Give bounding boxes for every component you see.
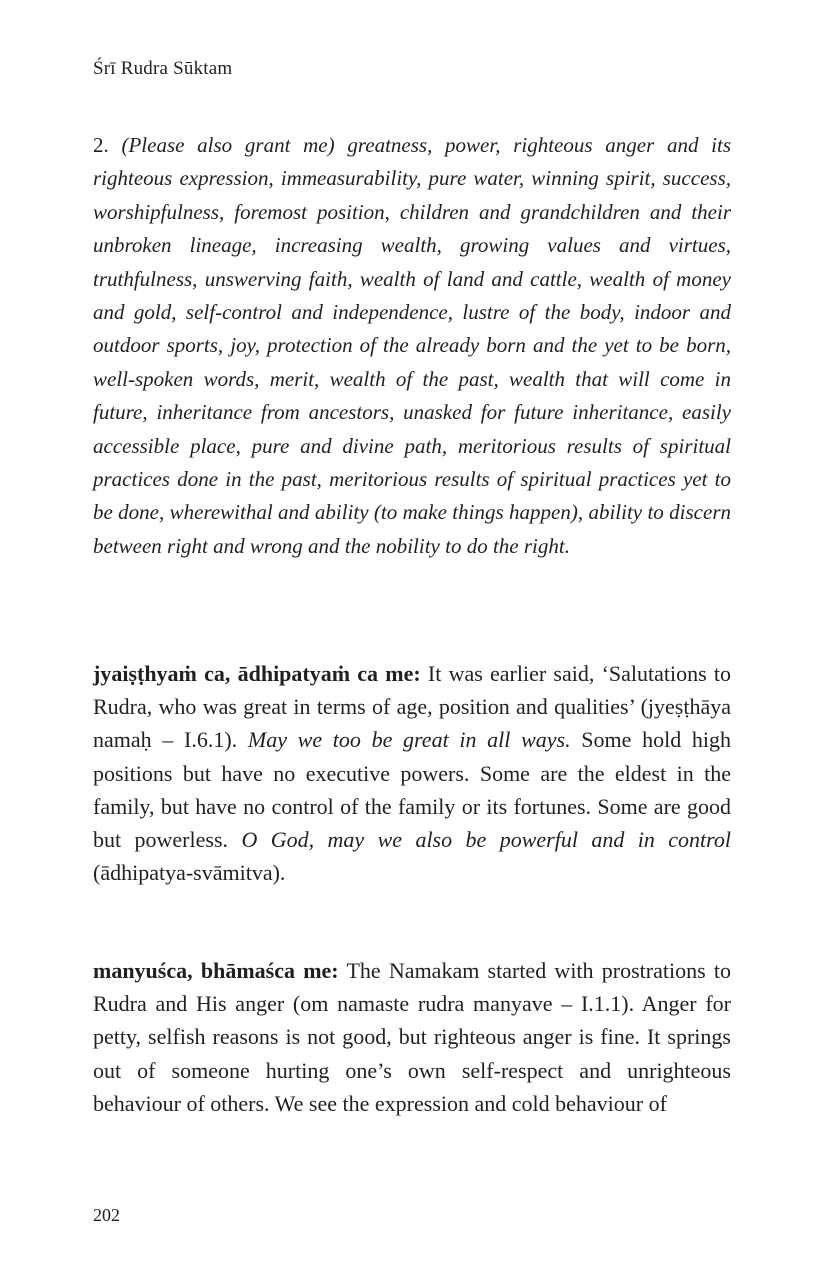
- verse-text: greatness, power, righteous anger and its righteous expression, immeasurability, pure water, winning spirit, success, worshipfulness, foremost position, children and grandchildren and their unbroken lineage, increasing wealth, growing values and virtues, truthfulness, unswerving faith, wealth of land and cattle, wealth of money and gold, self-control and independence, lustre of the body, indoor and outdoor sports, joy, protection of the already born and the yet to be born, well-spoken words, merit, wealth of the past, wealth that will come in future, inheritance from ancestors, unasked for future inheritance, easily accessible place, pure and divine path, meritorious results of spiritual practices done in the past, meritorious results of spiritual practices yet to be done, wherewithal and ability (to make things happen), ability to discern between right and wrong and the nobility to do the right.: [93, 133, 732, 558]
- verse-bracket: (Please also grant me): [121, 133, 335, 157]
- commentary-paragraph: [93, 657, 731, 889]
- commentary-text: The Namakam started with prostrations to Rudra and His anger (om namaste rudra manyave – I.1.1). Anger for petty, selfish reasons is not good, but righteous anger is fine. It springs out of someone hurting one’s own self-respect and unrighteous behaviour of others. We see the expression and cold behaviour of: [93, 958, 731, 1116]
- sanskrit-term: jyaiṣṭhyaṁ ca, ādhipatyaṁ ca me:: [93, 661, 421, 686]
- commentary-text: It was earlier said, ‘Salutations to Rudra, who was great in terms of age, position and qualities’ (jyeṣṭhāya namaḥ – I.6.1).: [93, 661, 731, 753]
- commentary-text: (ādhipatya-svāmitva).: [93, 860, 286, 886]
- sanskrit-term: manyuśca, bhāmaśca me:: [93, 958, 339, 983]
- commentary-emphasis: O God, may we also be powerful and in control: [241, 827, 732, 853]
- verse-paragraph: [93, 129, 731, 563]
- commentary-emphasis: May we too be great in all ways.: [247, 727, 571, 753]
- commentary-manyu: [93, 954, 731, 1120]
- running-head: Śrī Rudra Sūktam: [93, 58, 233, 79]
- commentary-paragraph: [93, 954, 731, 1120]
- verse-number: 2.: [93, 133, 109, 157]
- commentary-text: Some hold high positions but have no executive powers. Some are the eldest in the family, but have no control of the family or its fortunes. Some are good but powerless.: [93, 727, 732, 853]
- verse-translation: [93, 129, 731, 563]
- page-number: 202: [93, 1205, 120, 1225]
- commentary-jyaishthyam: [93, 657, 731, 889]
